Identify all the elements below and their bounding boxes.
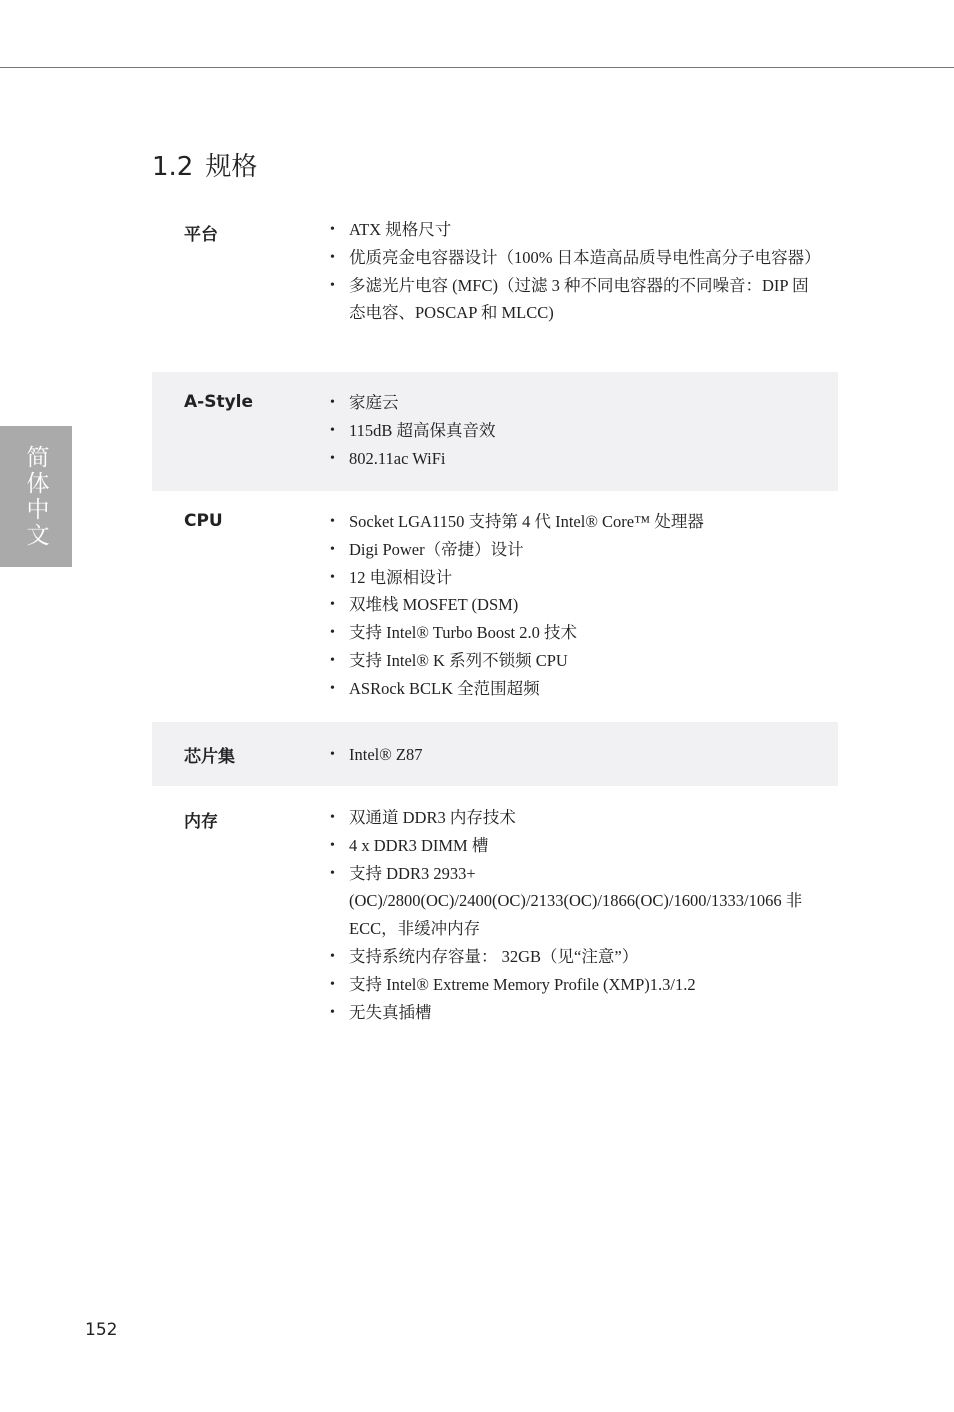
spec-item: • ASRock BCLK 全范围超频 — [330, 675, 820, 703]
spec-list — [330, 741, 820, 769]
spec-label: 内存 — [184, 812, 218, 832]
spec-item: • 802.11ac WiFi — [330, 445, 820, 473]
spec-list — [330, 216, 820, 327]
spec-item: • Intel® Z87 — [330, 741, 820, 769]
spec-item: • 4 x DDR3 DIMM 槽 — [330, 832, 820, 860]
spec-item: • 家庭云 — [330, 389, 820, 417]
spec-item: • Digi Power（帝捷）设计 — [330, 536, 820, 564]
spec-item: • 双堆栈 MOSFET (DSM) — [330, 591, 820, 619]
top-rule — [0, 67, 954, 68]
spec-item: • 支持 DDR3 2933+(OC)/2800(OC)/2400(OC)/2133(OC)/1866(OC)/1600/1333/1066 非 ECC，非缓冲内存 — [330, 860, 820, 943]
spec-label: CPU — [184, 511, 223, 531]
spec-item: • 优质亮金电容器设计（100% 日本造高品质导电性高分子电容器） — [330, 244, 820, 272]
spec-item: • Socket LGA1150 支持第 4 代 Intel® Core™ 处理器 — [330, 508, 820, 536]
section-title — [152, 146, 257, 183]
spec-row-platform — [152, 206, 838, 372]
section-number: 1.2 — [152, 152, 194, 182]
spec-item: • ATX 规格尺寸 — [330, 216, 820, 244]
language-side-tab — [0, 426, 72, 567]
spec-item: • 无失真插槽 — [330, 999, 820, 1027]
spec-table — [152, 206, 838, 1022]
spec-list — [330, 508, 820, 703]
spec-label: 平台 — [184, 225, 218, 245]
language-side-tab-label: 简体中文 — [22, 444, 49, 549]
spec-label: 芯片集 — [184, 747, 235, 767]
spec-row-a-style — [152, 372, 838, 491]
spec-item: • 支持系统内存容量： 32GB（见“注意”） — [330, 943, 820, 971]
spec-label: A-Style — [184, 392, 254, 412]
spec-row-cpu — [152, 491, 838, 722]
spec-row-memory — [152, 786, 838, 1022]
spec-item: • 双通道 DDR3 内存技术 — [330, 804, 820, 832]
spec-list — [330, 389, 820, 472]
spec-item: • 支持 Intel® Extreme Memory Profile (XMP)1.3/1.2 — [330, 971, 820, 999]
spec-item: • 115dB 超高保真音效 — [330, 417, 820, 445]
spec-list — [330, 804, 820, 1026]
section-heading: 规格 — [205, 152, 258, 182]
spec-item: • 多滤光片电容 (MFC)（过滤 3 种不同电容器的不同噪音：DIP 固态电容、POSCAP 和 MLCC) — [330, 272, 820, 328]
spec-item: • 支持 Intel® K 系列不锁频 CPU — [330, 647, 820, 675]
spec-item: • 12 电源相设计 — [330, 564, 820, 592]
page-number: 152 — [85, 1320, 118, 1340]
spec-row-chipset — [152, 722, 838, 786]
spec-item: • 支持 Intel® Turbo Boost 2.0 技术 — [330, 619, 820, 647]
